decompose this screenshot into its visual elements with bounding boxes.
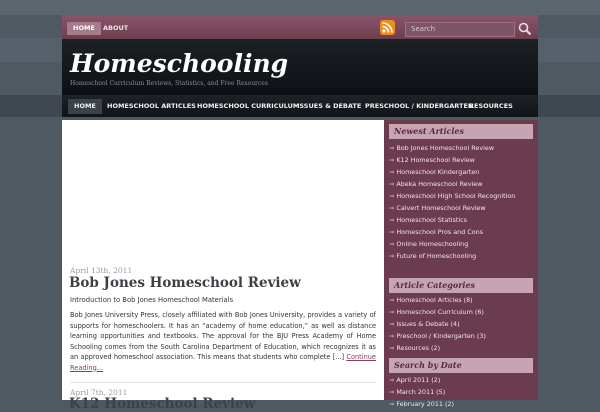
- list-item-label: Homeschool Curriculum (6): [396, 308, 484, 316]
- top-tab-home[interactable]: HOME: [67, 22, 101, 35]
- arrow-icon: ⇒: [389, 144, 395, 152]
- list-item[interactable]: [389, 386, 533, 398]
- list-item[interactable]: [389, 190, 533, 202]
- arrow-icon: ⇒: [389, 332, 395, 340]
- site-title[interactable]: Homeschooling: [70, 49, 289, 78]
- list-item-label: Homeschool Articles (8): [396, 296, 473, 304]
- arrow-icon: ⇒: [389, 400, 395, 408]
- arrow-icon: ⇒: [389, 204, 395, 212]
- list-item[interactable]: [389, 318, 533, 330]
- list-item[interactable]: [389, 294, 533, 306]
- list-item[interactable]: [389, 142, 533, 154]
- background-band-top: [0, 0, 600, 15]
- list-item[interactable]: [389, 178, 533, 190]
- arrow-icon: ⇒: [389, 168, 395, 176]
- arrow-icon: ⇒: [389, 240, 395, 248]
- post-divider: [70, 382, 376, 383]
- list-item-label: Resources (2): [396, 344, 441, 352]
- arrow-icon: ⇒: [389, 252, 395, 260]
- main-content: [62, 120, 384, 412]
- list-item-label: February 2011 (2): [396, 400, 455, 408]
- list-item-label: March 2011 (5): [396, 388, 446, 396]
- nav-item-homeschool-articles[interactable]: HOMESCHOOL ARTICLES: [107, 102, 196, 110]
- site-tagline: Homeschool Curriculum Reviews, Statistics, and Free Resources: [70, 80, 268, 87]
- post-date: April 7th, 2011: [70, 388, 128, 397]
- list-item[interactable]: [389, 226, 533, 238]
- nav-item-resources[interactable]: RESOURCES: [469, 102, 513, 110]
- arrow-icon: ⇒: [389, 296, 395, 304]
- arrow-icon: ⇒: [389, 320, 395, 328]
- list-item-label: Homeschool Statistics: [396, 216, 467, 224]
- list-item-label: Calvert Homeschool Review: [396, 204, 486, 212]
- list-item[interactable]: [389, 250, 533, 262]
- list-item[interactable]: [389, 202, 533, 214]
- list-item-label: K12 Homeschool Review: [396, 156, 475, 164]
- list-item[interactable]: [389, 342, 533, 354]
- arrow-icon: ⇒: [389, 376, 395, 384]
- article-categories-list: [389, 294, 533, 354]
- arrow-icon: ⇒: [389, 308, 395, 316]
- sidebar-heading-categories: Article Categories: [389, 278, 533, 293]
- list-item-label: Online Homeschooling: [396, 240, 469, 248]
- nav-item-homeschool-curriculum[interactable]: HOMESCHOOL CURRICULUM: [197, 102, 300, 110]
- sidebar-heading-by-date: Search by Date: [389, 358, 533, 373]
- arrow-icon: ⇒: [389, 216, 395, 224]
- arrow-icon: ⇒: [389, 388, 395, 396]
- list-item-label: Preschool / Kindergarten (3): [396, 332, 486, 340]
- top-tab-about[interactable]: ABOUT: [103, 24, 129, 32]
- list-item[interactable]: [389, 374, 533, 386]
- site-header: [62, 39, 538, 95]
- list-item-label: Homeschool High School Recognition: [396, 192, 516, 200]
- list-item[interactable]: [389, 306, 533, 318]
- sidebar-heading-newest: Newest Articles: [389, 124, 533, 139]
- arrow-icon: ⇒: [389, 192, 395, 200]
- post-excerpt-text: Bob Jones University Press, closely affiliated with Bob Jones University, provides a variety of supports for homeschoolers. It has an “academy of home education,” as well as distance learning opportunities and textbooks. The approval for the BJU Press Academy of Home Schooling comes from the South Carolina Department of Education, which recognizes it as an approved homeschool association. This means that students who complete [...]: [70, 311, 376, 361]
- post-subtitle: Introduction to Bob Jones Homeschool Materials: [70, 296, 234, 304]
- list-item[interactable]: [389, 330, 533, 342]
- search-by-date-list: [389, 374, 533, 410]
- rss-icon[interactable]: [380, 20, 395, 35]
- arrow-icon: ⇒: [389, 180, 395, 188]
- list-item-label: Bob Jones Homeschool Review: [396, 144, 495, 152]
- magnifier-icon[interactable]: [518, 21, 532, 35]
- page-wrapper: [62, 15, 538, 412]
- post-title[interactable]: K12 Homeschool Review: [69, 396, 256, 412]
- arrow-icon: ⇒: [389, 228, 395, 236]
- top-bar: [62, 15, 538, 39]
- nav-item-issues-debate[interactable]: ISSUES & DEBATE: [297, 102, 362, 110]
- list-item[interactable]: [389, 154, 533, 166]
- list-item-label: Abeka Homeschool Review: [396, 180, 483, 188]
- list-item[interactable]: [389, 398, 533, 410]
- search-input[interactable]: Search: [405, 22, 515, 37]
- arrow-icon: ⇒: [389, 344, 395, 352]
- list-item[interactable]: [389, 214, 533, 226]
- list-item[interactable]: [389, 166, 533, 178]
- post-excerpt: [70, 310, 376, 373]
- post-date: April 13th, 2011: [70, 266, 133, 275]
- sidebar: [384, 120, 538, 408]
- post-title[interactable]: Bob Jones Homeschool Review: [69, 275, 301, 291]
- list-item[interactable]: [389, 238, 533, 250]
- list-item-label: Homeschool Pros and Cons: [396, 228, 484, 236]
- nav-item-home[interactable]: HOME: [68, 99, 102, 114]
- newest-articles-list: [389, 142, 533, 262]
- list-item-label: Homeschool Kindergarten: [396, 168, 480, 176]
- continue-reading-link[interactable]: Continue Reading...: [70, 353, 376, 372]
- nav-item-preschool-kindergarten[interactable]: PRESCHOOL / KINDERGARTEN: [365, 102, 474, 110]
- list-item-label: April 2011 (2): [396, 376, 441, 384]
- list-item-label: Issues & Debate (4): [396, 320, 460, 328]
- main-nav: [62, 95, 538, 117]
- arrow-icon: ⇒: [389, 156, 395, 164]
- list-item-label: Future of Homeschooling: [396, 252, 477, 260]
